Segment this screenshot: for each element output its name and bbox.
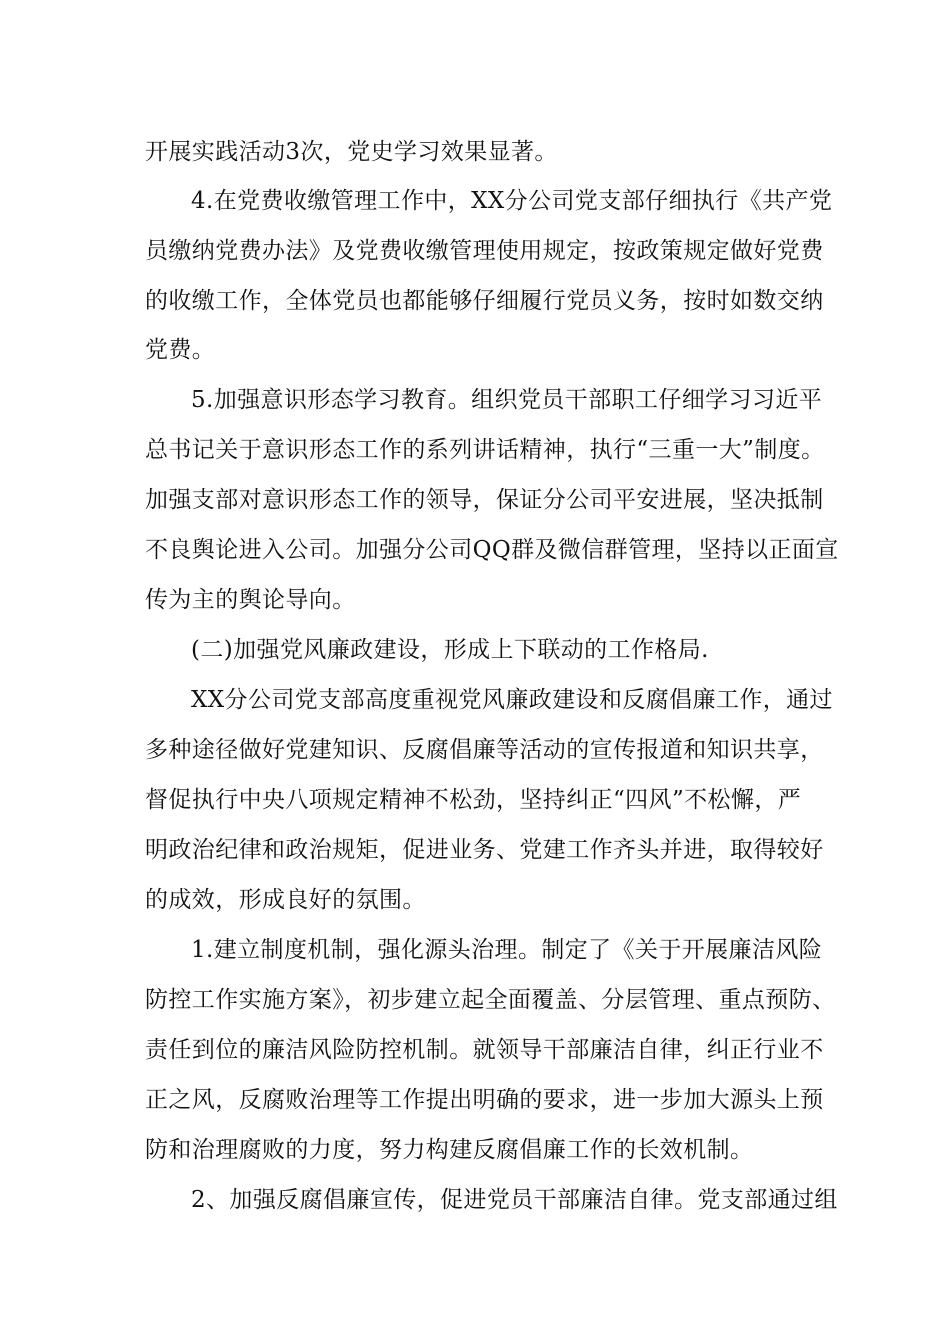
text-line: 明政治纪律和政治规矩，促进业务、党建工作齐头并进，取得较好 bbox=[145, 837, 824, 863]
text-line: 的成效，形成良好的氛围。 bbox=[145, 887, 426, 913]
text-line: 员缴纳党费办法》及党费收缴管理使用规定，按政策规定做好党费 bbox=[145, 238, 824, 264]
text-line: 开展实践活动3次，党史学习效果显著。 bbox=[145, 139, 558, 165]
text-line: 5.加强意识形态学习教育。组织党员干部职工仔细学习习近平 bbox=[191, 387, 823, 413]
text-line: (二)加强党风廉政建设，形成上下联动的工作格局. bbox=[191, 637, 709, 663]
text-line: 多种途径做好党建知识、反腐倡廉等活动的宣传报道和知识共享， bbox=[145, 737, 824, 763]
text-line: 的收缴工作，全体党员也都能够仔细履行党员义务，按时如数交纳 bbox=[145, 288, 824, 314]
text-line: 督促执行中央八项规定精神不松劲，坚持纠正“四风”不松懈，严 bbox=[145, 787, 802, 813]
text-line: 责任到位的廉洁风险防控机制。就领导干部廉洁自律，纠正行业不 bbox=[145, 1037, 824, 1063]
text-line: 党费。 bbox=[145, 337, 216, 363]
text-line: 1.建立制度机制，强化源头治理。制定了《关于开展廉洁风险 bbox=[191, 937, 823, 963]
text-line: 防和治理腐败的力度，努力构建反腐倡廉工作的长效机制。 bbox=[145, 1137, 754, 1163]
text-line: 2、加强反腐倡廉宣传，促进党员干部廉洁自律。党支部通过组 bbox=[191, 1187, 838, 1213]
text-line: 正之风，反腐败治理等工作提出明确的要求，进一步加大源头上预 bbox=[145, 1087, 824, 1113]
text-line: 传为主的舆论导向。 bbox=[145, 587, 356, 613]
text-line: 4.在党费收缴管理工作中，XX分公司党支部仔细执行《共产党 bbox=[191, 188, 833, 214]
text-line: 总书记关于意识形态工作的系列讲话精神，执行“三重一大”制度。 bbox=[145, 437, 825, 463]
text-line: 加强支部对意识形态工作的领导，保证分公司平安进展，坚决抵制 bbox=[145, 487, 824, 513]
text-line: XX分公司党支部高度重视党风廉政建设和反腐倡廉工作，通过 bbox=[191, 687, 833, 713]
text-line: 不良舆论进入公司。加强分公司QQ群及微信群管理，坚持以正面宣 bbox=[145, 537, 839, 563]
text-line: 防控工作实施方案》，初步建立起全面覆盖、分层管理、重点预防、 bbox=[145, 987, 836, 1013]
